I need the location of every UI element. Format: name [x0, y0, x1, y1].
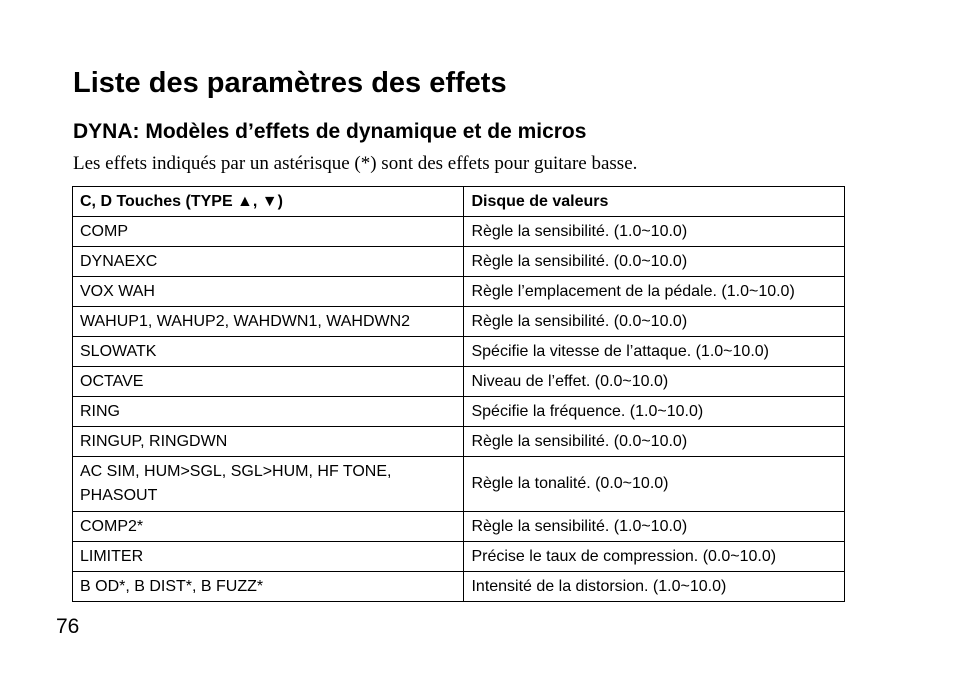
table-row	[73, 427, 845, 457]
table-row	[73, 217, 845, 247]
effect-name: OCTAVE	[73, 367, 464, 397]
effect-value: Niveau de l’effet. (0.0~10.0)	[464, 367, 845, 397]
table-row	[73, 277, 845, 307]
table-row	[73, 457, 845, 512]
table-row	[73, 542, 845, 572]
effect-name: COMP	[73, 217, 464, 247]
intro-text: Les effets indiqués par un astérisque (*) sont des effets pour guitare basse.	[73, 153, 638, 174]
header-values: Disque de valeurs	[464, 187, 845, 217]
effect-value: Intensité de la distorsion. (1.0~10.0)	[464, 572, 845, 602]
effect-name: DYNAEXC	[73, 247, 464, 277]
section-heading: DYNA: Modèles d’effets de dynamique et de micros	[73, 120, 587, 143]
effect-value: Précise le taux de compression. (0.0~10.0)	[464, 542, 845, 572]
header-keys: C, D Touches (TYPE ▲, ▼)	[73, 187, 464, 217]
table-row	[73, 572, 845, 602]
effect-name: AC SIM, HUM>SGL, SGL>HUM, HF TONE, PHASOUT	[73, 457, 464, 512]
effect-value: Règle la tonalité. (0.0~10.0)	[464, 457, 845, 512]
effect-value: Spécifie la fréquence. (1.0~10.0)	[464, 397, 845, 427]
parameters-table	[72, 186, 845, 602]
effect-name: LIMITER	[73, 542, 464, 572]
effect-name: SLOWATK	[73, 337, 464, 367]
effect-name: RING	[73, 397, 464, 427]
table-row	[73, 512, 845, 542]
effect-name: COMP2*	[73, 512, 464, 542]
effect-name: WAHUP1, WAHUP2, WAHDWN1, WAHDWN2	[73, 307, 464, 337]
page-number: 76	[56, 615, 80, 638]
effect-value: Spécifie la vitesse de l’attaque. (1.0~10.0)	[464, 337, 845, 367]
table-row	[73, 247, 845, 277]
page-title: Liste des paramètres des effets	[73, 67, 507, 99]
effect-value: Règle la sensibilité. (0.0~10.0)	[464, 247, 845, 277]
table-row	[73, 397, 845, 427]
effect-value: Règle l’emplacement de la pédale. (1.0~10.0)	[464, 277, 845, 307]
effect-value: Règle la sensibilité. (0.0~10.0)	[464, 307, 845, 337]
table-row	[73, 367, 845, 397]
table-row	[73, 337, 845, 367]
table-row	[73, 307, 845, 337]
effect-value: Règle la sensibilité. (0.0~10.0)	[464, 427, 845, 457]
effect-value: Règle la sensibilité. (1.0~10.0)	[464, 512, 845, 542]
table-header-row	[73, 187, 845, 217]
effect-name: RINGUP, RINGDWN	[73, 427, 464, 457]
effect-value: Règle la sensibilité. (1.0~10.0)	[464, 217, 845, 247]
effect-name: B OD*, B DIST*, B FUZZ*	[73, 572, 464, 602]
effect-name: VOX WAH	[73, 277, 464, 307]
